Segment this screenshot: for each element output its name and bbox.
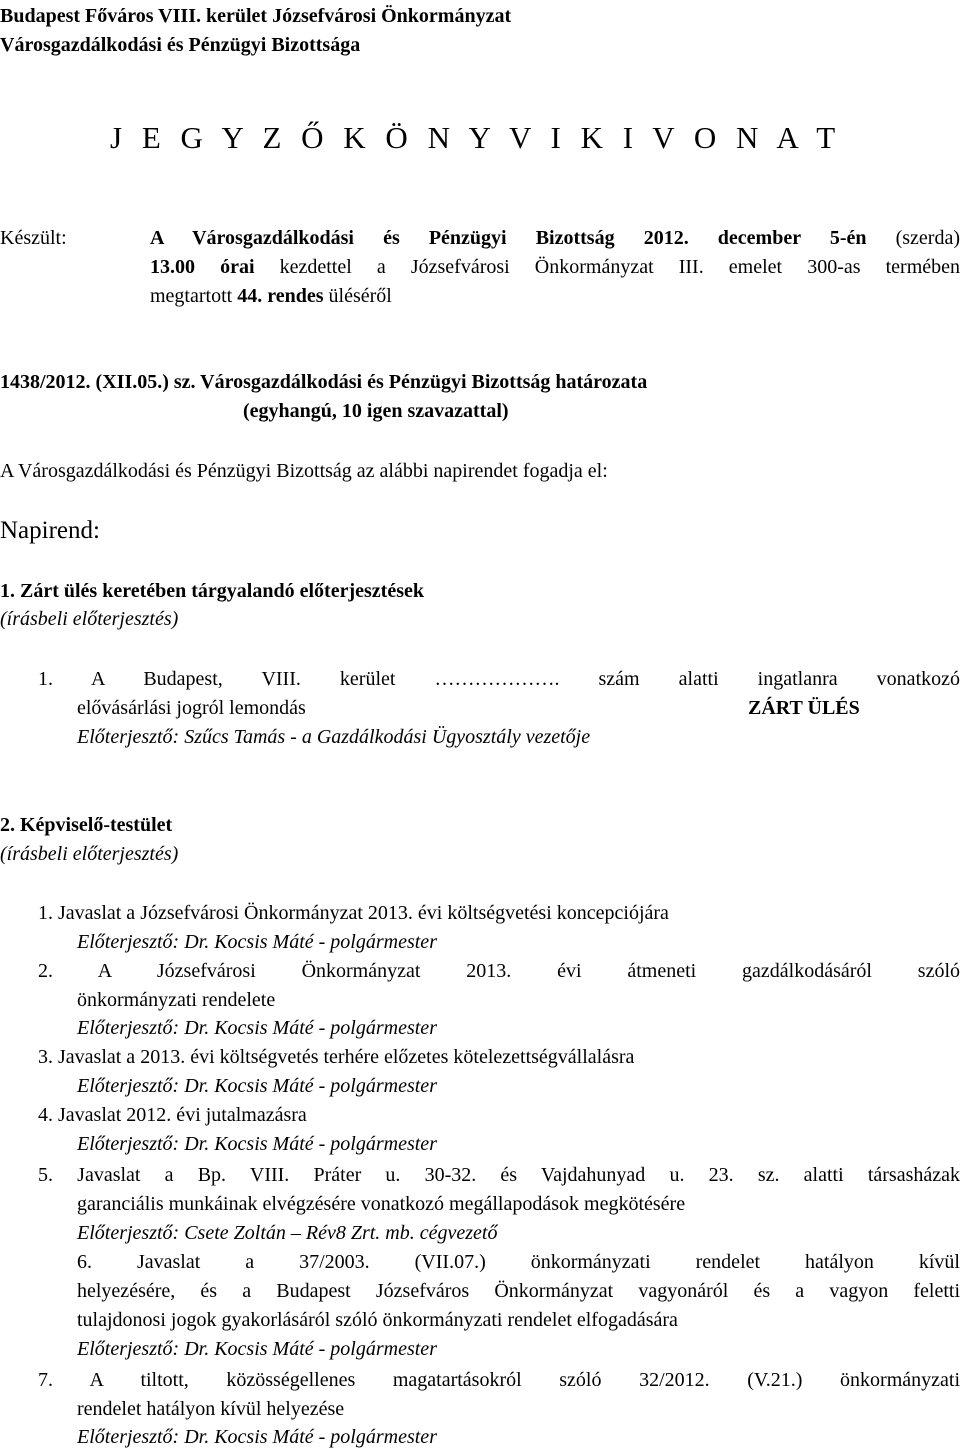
agenda-item-line: tulajdonosi jogok gyakorlásáról szóló önkormányzati rendelet elfogadására <box>77 1309 678 1331</box>
agenda-item-line: 6. Javaslat a 37/2003. (VII.07.) önkormányzati rendelet hatályon kívül <box>77 1251 960 1273</box>
meeting-time: 13.00 órai <box>150 256 255 278</box>
meeting-location: kezdettel a Józsefvárosi Önkormányzat III. emelet 300-as termében <box>254 256 960 278</box>
keszult-line-2 <box>150 253 960 282</box>
keszult-label: Készült: <box>0 227 67 249</box>
section-2-heading: 2. Képviselő-testület <box>0 814 173 836</box>
meeting-weekday: (szerda) <box>866 227 960 249</box>
agenda-item-line: 4. Javaslat 2012. évi jutalmazásra <box>38 1104 307 1126</box>
agenda-item-line: helyezésére, és a Budapest Józsefváros Önkormányzat vagyonáról és a vagyon feletti <box>77 1280 960 1302</box>
keszult-text-end: üléséről <box>323 285 392 307</box>
presenter-line: Előterjesztő: Szűcs Tamás - a Gazdálkodási Ügyosztály vezetője <box>77 726 591 748</box>
header-line-1: Budapest Főváros VIII. kerület Józsefvárosi Önkormányzat <box>0 5 512 27</box>
header-line-2: Városgazdálkodási és Pénzügyi Bizottsága <box>0 34 361 56</box>
agenda-item-line: 1. Javaslat a Józsefvárosi Önkormányzat 2013. évi költségvetési koncepciójára <box>38 902 669 924</box>
presenter-line: Előterjesztő: Csete Zoltán – Rév8 Zrt. mb. cégvezető <box>77 1222 498 1244</box>
keszult-line-3 <box>150 282 392 311</box>
agenda-item-line: 5. Javaslat a Bp. VIII. Práter u. 30-32. és Vajdahunyad u. 23. sz. alatti társasházak <box>38 1164 960 1186</box>
section-1-heading: 1. Zárt ülés keretében tárgyalandó előterjesztések <box>0 580 424 602</box>
meeting-number: 44. rendes <box>237 285 324 307</box>
meeting-date: A Városgazdálkodási és Pénzügyi Bizottság 2012. december 5-én <box>150 227 867 249</box>
presenter-line: Előterjesztő: Dr. Kocsis Máté - polgármester <box>77 1133 437 1155</box>
presenter-line: Előterjesztő: Dr. Kocsis Máté - polgármester <box>77 1338 437 1360</box>
agenda-item-line: önkormányzati rendelete <box>77 989 276 1011</box>
presenter-line: Előterjesztő: Dr. Kocsis Máté - polgármester <box>77 931 437 953</box>
keszult-line-1 <box>150 224 960 253</box>
agenda-item-line: 7. A tiltott, közösségellenes magatartásokról szóló 32/2012. (V.21.) önkormányzati <box>38 1369 960 1391</box>
presenter-line: Előterjesztő: Dr. Kocsis Máté - polgármester <box>77 1017 437 1039</box>
agenda-item-line: 1. A Budapest, VIII. kerület ………………. szám alatti ingatlanra vonatkozó <box>38 668 960 690</box>
agenda-item-line: 2. A Józsefvárosi Önkormányzat 2013. évi átmeneti gazdálkodásáról szóló <box>38 960 960 982</box>
closed-session-label: ZÁRT ÜLÉS <box>748 697 860 719</box>
napirend-heading: Napirend: <box>0 517 100 544</box>
section-2-type: (írásbeli előterjesztés) <box>0 843 179 865</box>
keszult-text: megtartott <box>150 285 238 307</box>
presenter-line: Előterjesztő: Dr. Kocsis Máté - polgármester <box>77 1075 437 1097</box>
intro-text: A Városgazdálkodási és Pénzügyi Bizottság az alábbi napirendet fogadja el: <box>0 460 608 482</box>
agenda-item-line: rendelet hatályon kívül helyezése <box>77 1398 345 1420</box>
document-title: J E G Y Z Ő K Ö N Y V I K I V O N A T <box>110 120 842 155</box>
agenda-item-line: 3. Javaslat a 2013. évi költségvetés terhére előzetes kötelezettségvállalásra <box>38 1046 635 1068</box>
resolution-vote: (egyhangú, 10 igen szavazattal) <box>243 400 509 422</box>
agenda-item-line: garanciális munkáinak elvégzésére vonatkozó megállapodások megkötésére <box>77 1193 686 1215</box>
agenda-item-line: elővásárlási jogról lemondás <box>77 697 306 719</box>
resolution-title: 1438/2012. (XII.05.) sz. Városgazdálkodási és Pénzügyi Bizottság határozata <box>0 371 648 393</box>
presenter-line: Előterjesztő: Dr. Kocsis Máté - polgármester <box>77 1426 437 1448</box>
section-1-type: (írásbeli előterjesztés) <box>0 608 179 630</box>
